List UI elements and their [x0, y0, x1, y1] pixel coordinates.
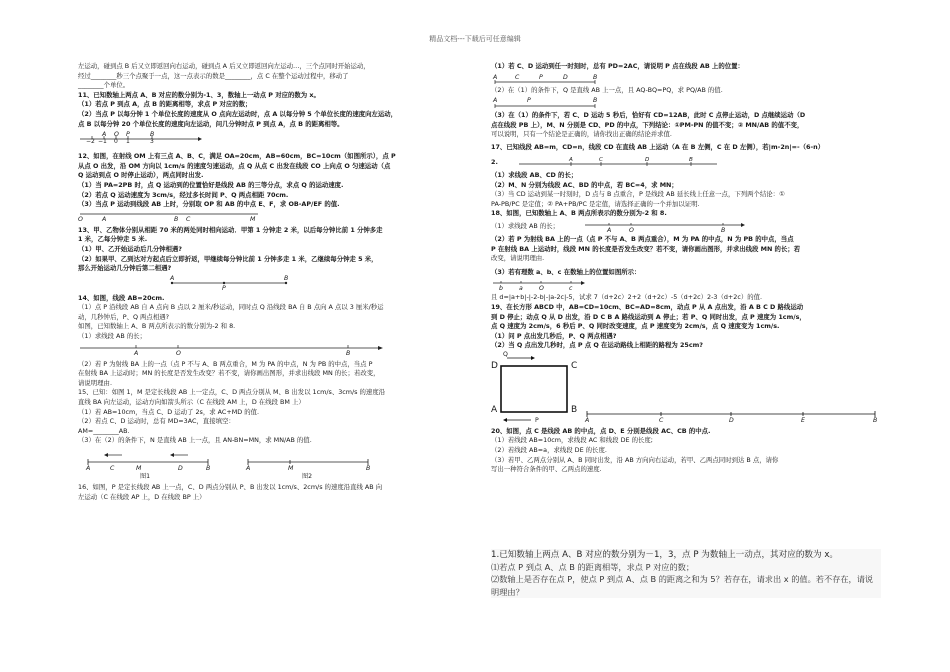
q15-figures: [78, 450, 473, 480]
point-label: D: [563, 73, 568, 81]
q17-line: （3）当 CD 运动到某一时刻时，D 点与 B 点重合，P 是线段 AB 延长线上任意一点，下列两个结论：①: [491, 190, 785, 199]
q16-line: 左运动（C 在线段 AP 上，D 在线段 BP 上）: [78, 492, 206, 501]
q13-line: 那么开始运动几分钟后第二相遇?: [78, 264, 172, 273]
vertex-label: A: [491, 404, 498, 415]
point-label: A: [569, 156, 573, 163]
point-label: A: [607, 226, 612, 234]
q14-line: （1）求线段 AB 的长；: [78, 332, 147, 341]
q14b-line: 请说明理由.: [78, 378, 112, 387]
tick-label: −2: [86, 138, 95, 146]
q19-line: 点 Q 速度为 2cm/s，6 秒后 P、Q 同时改变速度，点 P 速度变为 2cm/s，点 Q 速度变为 1cm/s.: [491, 322, 780, 331]
q20-line: （3）若甲、乙两点分别从 A、B 同时出发，沿 AB 方向向右运动，若甲、乙两点同时到达 B 点，请你: [491, 455, 779, 464]
q11-title: 11、已知数轴上两点 A、B 对应的数分别为-1、3，数轴上一动点 P 对应的数为 x。: [78, 90, 320, 99]
q11-line: （1）若点 P 到点 A，点 B 的距离相等，求点 P 对应的数；: [78, 100, 252, 109]
point-label: M: [288, 465, 294, 472]
point-label: O: [539, 285, 544, 293]
point-label: B: [721, 226, 726, 234]
point-label: B: [873, 416, 878, 424]
q20-title: 20、如图，点 C 是线段 AB 的中点，点 D、E 分别是线段 AC、CB 的中点.: [491, 426, 711, 435]
point-label: A: [585, 416, 590, 424]
point-label: B: [284, 274, 289, 282]
q19-line: （1）问 P 点出发几秒后，P、Q 两点相遇?: [491, 331, 617, 340]
tick-label: −1: [98, 138, 107, 146]
intro-line: 经过________秒三个点聚于一点，这一点表示的数是________，点 C 在整个运动过程中，移动了: [78, 71, 349, 80]
q17-line: PA-PB/PC 是定值；② PA+PB/PC 是定值，请选择正确的一个并加以证明.: [491, 199, 700, 208]
q13-line: （2）如果甲、乙到达对方起点后立即折返，甲继续每分钟比前 1 分钟多走 1 米，乙继续每分钟走 5 米，: [78, 254, 378, 263]
point-label: P: [126, 131, 130, 139]
point-label: A: [246, 465, 251, 472]
bottom-question-title: 1.已知数轴上两点 A、B 对应的数分别为－1，3，点 P 为数轴上一动点，其对应的数为 x。: [491, 550, 839, 560]
vertex-label: B: [571, 404, 578, 415]
point-label: C: [515, 73, 520, 81]
point-label: M: [250, 215, 256, 223]
q11-line: 点 B 以每分钟 20 个单位长度的速度向左运动，问几分钟时点 P 到点 A，点 B 的距离相等。: [78, 119, 344, 128]
figure-caption: 图2: [302, 473, 313, 480]
bottom-question-line: 明理由？: [491, 586, 524, 597]
q16-part3: 点在线段 PB 上），M、N 分别是 CD、PD 的中点，下列结论：①PM-PN 的值不变；② MN/AB 的值不变，: [491, 120, 804, 129]
q14-line: 动，几秒钟后，P、Q 两点相遇?: [78, 312, 169, 321]
point-label: B: [206, 465, 211, 472]
q18-abc-line: [491, 278, 879, 292]
point-label: O: [629, 226, 634, 234]
q20-line: 写出一种符合条件的甲、乙两点的速度.: [491, 465, 602, 474]
q17-diagram: [491, 158, 879, 170]
vertex-label: Q: [503, 350, 508, 358]
q16-title: 16、如图，P 是定长线段 AB 上一点，C、D 两点分别从 P、B 出发以 1cm/s、2cm/s 的速度沿直线 AB 向: [78, 483, 383, 491]
q14-title: 14、如图，线段 AB=20cm.: [78, 293, 165, 302]
intro-line: ________个单位。: [78, 81, 130, 90]
page-header: 精品文档---下载后可任意编辑: [429, 35, 521, 43]
point-label: c: [569, 285, 573, 293]
point-label: P: [539, 73, 543, 81]
q17-title: 17、已知线段 AB=m，CD=n，线段 CD 在直线 AB 上运动（A 在 B 左侧，C 在 D 左侧），若|m-2n|=-（6-n）: [491, 142, 825, 151]
q12-line: Q 运动到点 O 时停止运动），两点同时出发.: [78, 171, 204, 180]
q15-line: （2）若点 C、D 运动时，总有 MD=3AC，直接填空：: [78, 417, 235, 426]
point-label: M: [136, 465, 142, 472]
number-line-graphic: [78, 343, 388, 359]
point-label: P: [527, 97, 531, 105]
tick-label: 0: [114, 138, 118, 146]
point-label: O: [176, 349, 181, 357]
q13-line: （1）甲、乙开始运动后几分钟相遇?: [78, 244, 183, 253]
q17-line: （1）求线段 AB、CD 的长；: [491, 170, 578, 179]
q13-title: 13、甲、乙物体分别从相距 70 米的两处同时相向运动．甲第 1 分钟走 2 米，以后每分钟比前 1 分钟多走: [78, 225, 383, 234]
q14-line: 如图，已知数轴上 A、B 两点所表示的数分别为-2 和 8.: [78, 322, 236, 331]
q14-line: （1）点 P 沿线段 AB 自 A 点向 B 点以 2 厘米/秒运动，同时点 Q 沿线段 BA 自 B 点向 A 点以 3 厘米/秒运: [78, 303, 384, 312]
segment-graphic: [491, 158, 731, 170]
point-label: D: [729, 416, 734, 424]
q17-line: （2）M、N 分别为线段 AC、BD 的中点，若 BC=4，求 MN；: [491, 180, 678, 189]
q19-graphic: [491, 352, 881, 426]
q12-line: 从点 O 出发，沿 OM 方向以 1cm/s 的速度匀速运动，点 Q 从点 C 出发在线段 CO 上向点 O 匀速运动（点: [78, 161, 391, 170]
q18-title: 18、如图，已知数轴上 A、B 两点所表示的数分别为-2 和 8.: [491, 209, 667, 218]
point-label: A: [102, 215, 107, 223]
point-label: O: [78, 215, 83, 223]
q19-title: 19、在长方形 ABCD 中，AB=CD=10cm、BC=AD=8cm，动点 P 从 A 点出发，沿 A B C D 路线运动: [491, 302, 804, 311]
q16-part3: 可以说明，只有一个结论是正确的，请你找出正确的结论并求值.: [491, 130, 672, 139]
q11-number-line: [78, 130, 473, 146]
q18-axis-row: [491, 220, 879, 234]
q15-graphic: [78, 450, 378, 480]
bottom-question-line: ⑵数轴上是否存在点 P，使点 P 到点 A、点 B 的距离之和为 5？若存在，请求出 x 的值。若不存在，请说: [491, 574, 874, 585]
number-line-graphic: [491, 278, 601, 292]
point-label: E: [801, 416, 805, 424]
point-label: C: [110, 465, 115, 472]
point-label: B: [689, 156, 693, 163]
bottom-question-line: ⑴若点 P 到点 A、点 B 的距离相等，求点 P 对应的数；: [491, 562, 695, 573]
q16-figure-2: [491, 96, 879, 110]
q19-figures: [491, 352, 879, 426]
q15-line: AM=________AB.: [78, 426, 130, 435]
q12-title: 12、如图，在射线 OM 上有三点 A、B、C，满足 OA=20cm，AB=60cm，BC=10cm（如图所示），点 P: [78, 152, 396, 161]
q14b-line: 在射线 BA 上运动时；MN 的长度是否发生改变？若不变，请你画出图形，并求出线段 MN 的长；若改变，: [78, 369, 380, 378]
point-label: A: [134, 349, 139, 357]
vertex-label: C: [571, 360, 578, 371]
point-label: A: [170, 274, 175, 282]
point-label: C: [599, 156, 603, 163]
point-label: P: [222, 284, 226, 292]
q18-line: 且 d=|a+b|-|-2-b|-|a-2c|-5，试求 7（d+2c）2+2（d+2c）-5（d+2c）2-3（d+2c）的值.: [491, 293, 763, 302]
q16-part1: （1）若 C、D 运动到任一时刻时，总有 PD=2AC，请说明 P 点在线段 AB 上的位置：: [491, 62, 744, 70]
segment-graphic: [168, 275, 298, 293]
point-label: B: [593, 73, 598, 81]
q14-segment-diagram: [168, 275, 473, 293]
point-label: B: [150, 131, 155, 139]
point-label: D: [178, 465, 183, 472]
intro-line: 左运动，碰到点 B 后又立即返回向右运动，碰到点 A 后又立即返回向左运动…，三个点同时开始运动，: [78, 62, 370, 70]
tick-label: 3: [150, 138, 154, 146]
left-column: [78, 62, 473, 502]
vertex-label: D: [491, 360, 498, 371]
q20-line: （2）若线段 AB=a，求线段 DE 的长度.: [491, 446, 607, 455]
q14b-line: （2）若 P 为射线 BA 上的一点（点 P 不与 A、B 两点重合，M 为 PA 的中点，N 为 PB 的中点，当点 P: [78, 359, 373, 368]
q18-line: 改变，请说明理由.: [491, 254, 545, 263]
number-line-graphic: [491, 220, 791, 234]
q17-figure: [491, 143, 879, 157]
q12-line: （3）当点 P 运动到线段 AB 上时，分别取 OP 和 AB 的中点 E、F，求 OB-AP/EF 的值.: [78, 200, 340, 209]
q12-line: （2）若点 Q 运动速度为 3cm/s，经过多长时间 P、Q 两点相距 70cm.: [78, 190, 289, 199]
q12-ray-diagram: [78, 211, 473, 225]
figure-caption: 图1: [140, 473, 151, 480]
q18-line: （1）求线段 AB 的长；: [491, 221, 560, 230]
point-label: A: [493, 97, 498, 105]
vertex-label: P: [535, 416, 539, 424]
q16-part2: （2）在（1）的条件下，Q 是直线 AB 上一点，且 AQ-BQ=PQ，求 PQ/AB 的值.: [491, 85, 723, 94]
q11-line: （2）当点 P 以每分钟 1 个单位长度的速度从 O 点向左运动时，点 A 以每分钟 5 个单位长度的速度向左运动，: [78, 109, 398, 118]
q17-line: 2.: [491, 157, 498, 166]
point-label: a: [519, 285, 523, 293]
point-label: C: [659, 416, 664, 424]
q18-line: P 在射线 BA 上运动时，线段 MN 的长度是否发生改变？若不变，请你画出图形，并求出线段 MN 的长；若: [491, 244, 801, 253]
point-label: A: [102, 131, 107, 139]
right-column: [491, 62, 879, 475]
point-label: D: [645, 156, 650, 163]
q12-line: （1）当 PA=2PB 时，点 Q 运动到的位置恰好是线段 AB 的三等分点，求点 Q 的运动速度.: [78, 180, 344, 189]
q18-line: （3）若有理数 a、b、c 在数轴上的位置如图所示：: [491, 267, 641, 276]
q14-number-line: [78, 343, 473, 359]
point-label: A: [493, 73, 498, 81]
q18-line: （2）若 P 为射线 BA 上的一点（点 P 不与 A、B 两点重合），M 为 PA 的中点，N 为 PB 的中点，当点: [491, 234, 794, 243]
point-label: B: [366, 465, 371, 472]
q13-line: 1 米，乙每分钟走 5 米.: [78, 235, 148, 244]
q16-part3: （3）在（1）的条件下，若 C、D 运动 5 秒后，恰好有 CD=12AB，此时 C 点停止运动，D 点继续运动（D: [491, 111, 806, 120]
q16-figure-1: [491, 73, 879, 85]
q20-line: （1）若线段 AB=10cm，求线段 AC 和线段 DE 的长度;: [491, 436, 653, 445]
point-label: A: [86, 465, 91, 472]
q19-line: 到 D 停止；动点 Q 从 D 出发，沿 D C B A 路线运动到 A 停止；若 P、Q 同时出发，点 P 速度为 1cm/s，: [491, 312, 806, 321]
point-label: B: [593, 97, 598, 105]
point-label: O: [114, 131, 119, 139]
q15-line: （3）在（2）的条件下，N 是直线 AB 上一点，且 AN-BN=MN，求 MN/AB 的值.: [78, 436, 312, 445]
q15-line: （1）若 AB=10cm，当点 C、D 运动了 2s，求 AC+MD 的值.: [78, 407, 260, 416]
point-label: B: [346, 349, 351, 357]
point-label: b: [499, 285, 503, 293]
bottom-question-block: [491, 549, 881, 598]
q15-title: 15、已知：如图 1，M 是定长线段 AB 上一定点，C、D 两点分别从 M、B 出发以 1cm/s、3cm/s 的速度沿: [78, 388, 386, 397]
q19-line: （2）当 Q 点出发几秒时，点 P 点 Q 在运动路线上相距的路程为 25cm?: [491, 341, 703, 350]
tick-label: 1: [126, 138, 130, 146]
q15-line: 直线 BA 向左运动，运动方向如箭头所示（C 在线段 AM 上，D 在线段 BM 上）: [78, 398, 305, 407]
point-label: C: [186, 215, 191, 223]
point-label: B: [174, 215, 179, 223]
